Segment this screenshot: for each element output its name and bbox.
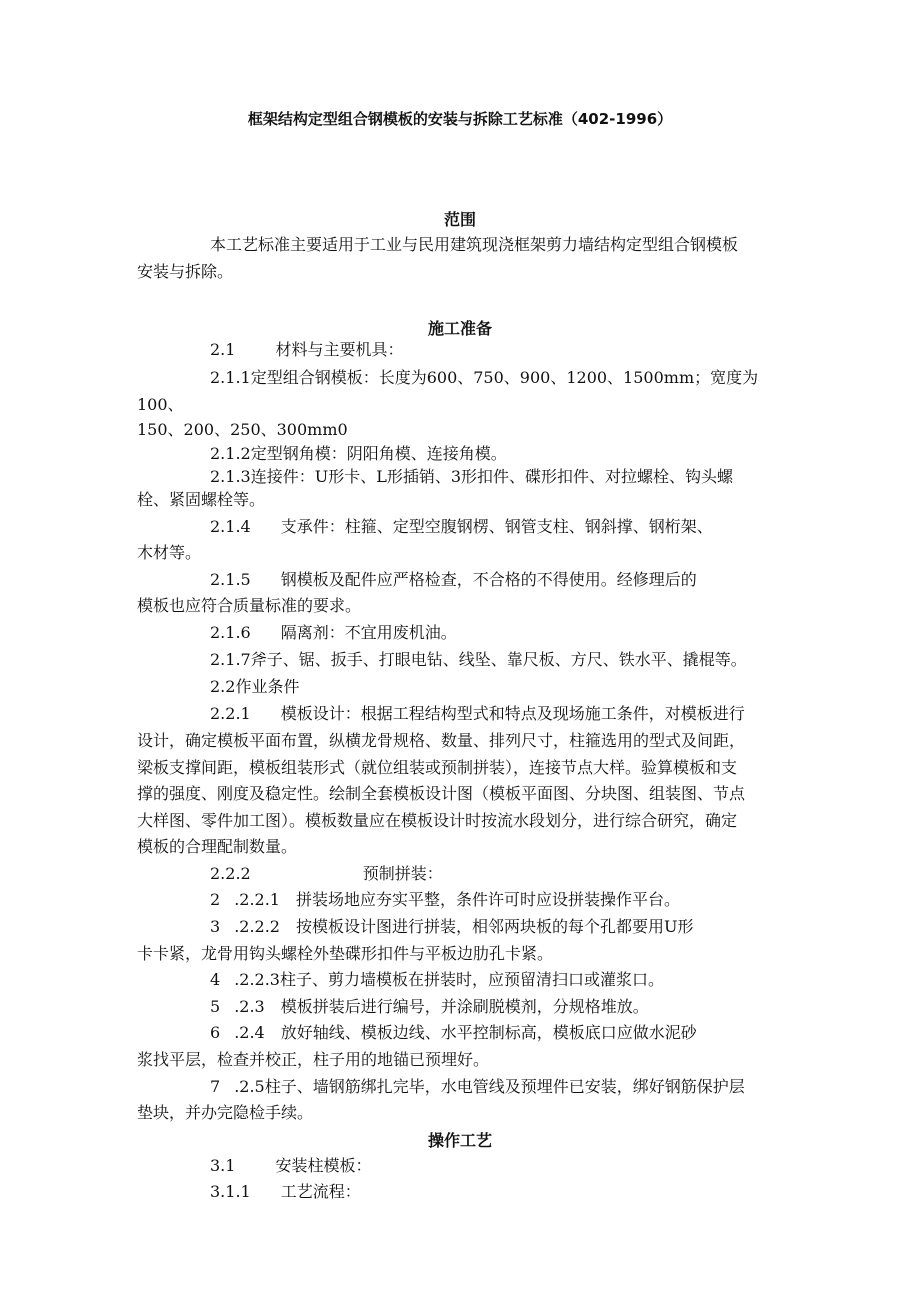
paragraph-line: 本工艺标准主要适用于工业与民用建筑现浇框架剪力墙结构定型组合钢模板 <box>210 235 739 254</box>
paragraph-line <box>210 570 697 590</box>
item-text: 安装柱模板： <box>275 1156 372 1175</box>
paragraph-line: 模板的合理配制数量。 <box>137 837 298 856</box>
paragraph-line <box>210 623 457 643</box>
item-text: 预制拼装： <box>362 864 443 883</box>
item-text: 模板设计：根据工程结构型式和特点及现场施工条件，对模板进行 <box>280 704 745 723</box>
paragraph-line <box>210 970 664 990</box>
item-text: .2.2.1 拼装场地应夯实平整，条件许可时应设拼装操作平台。 <box>234 890 680 909</box>
paragraph-line: 2.1.7斧子、锯、扳手、打眼电钻、线坠、靠尺板、方尺、铁水平、撬棍等。 <box>210 650 747 669</box>
paragraph-line: 设计，确定模板平面布置，纵横龙骨规格、数量、排列尺寸，柱箍选用的型式及间距， <box>137 731 746 750</box>
paragraph-line <box>210 517 713 537</box>
item-text: .2.2.3柱子、剪力墙模板在拼装时，应预留清扫口或灌浆口。 <box>234 970 664 989</box>
item-number: 5 <box>210 997 221 1016</box>
paragraph-line <box>210 997 649 1017</box>
paragraph-line: 浆找平层，检查并校正，柱子用的地锚已预埋好。 <box>137 1050 490 1069</box>
paragraph-line <box>210 890 680 910</box>
item-number: 3.1 <box>210 1156 236 1175</box>
item-text: .2.4 放好轴线、模板边线、水平控制标高，模板底口应做水泥砂 <box>234 1023 697 1042</box>
item-text: 支承件：柱箍、定型空腹钢楞、钢管支柱、钢斜撑、钢桁架、 <box>280 517 713 536</box>
item-text: 材料与主要机具： <box>275 340 404 359</box>
heading-operation: 操作工艺 <box>427 1131 492 1150</box>
paragraph-line <box>210 1156 371 1176</box>
paragraph-line: 卡卡紧，龙骨用钩头螺栓外垫碟形扣件与平板边肋孔卡紧。 <box>137 944 554 963</box>
paragraph-line: 2.2作业条件 <box>210 677 300 696</box>
paragraph-line: 安装与拆除。 <box>137 262 234 281</box>
paragraph-line: 150、200、250、300mm0 <box>137 420 348 439</box>
item-number: 4 <box>210 970 221 989</box>
item-text: 钢模板及配件应严格检查，不合格的不得使用。经修理后的 <box>280 570 697 589</box>
paragraph-line: 梁板支撑间距，模板组装形式（就位组装或预制拼装），连接节点大样。验算模板和支 <box>137 758 738 777</box>
item-number: 2.1.6 <box>210 623 251 642</box>
item-number: 2.1.4 <box>210 517 251 536</box>
paragraph-line <box>210 864 443 884</box>
heading-scope: 范围 <box>443 210 476 229</box>
item-text: .2.5柱子、墙钢筋绑扎完毕，水电管线及预埋件已安装，绑好钢筋保护层 <box>234 1077 745 1096</box>
heading-preparation: 施工准备 <box>427 319 492 338</box>
item-number: 2.2.1 <box>210 704 251 723</box>
item-number: 7 <box>210 1077 221 1096</box>
paragraph-line: 撑的强度、刚度及稳定性。绘制全套模板设计图（模板平面图、分块图、组装图、节点 <box>137 784 746 803</box>
paragraph-line <box>210 1182 361 1202</box>
paragraph-line <box>210 340 403 360</box>
paragraph-line: 2.1.3连接件：U形卡、L形插销、3形扣件、碟形扣件、对拉螺栓、钩头螺 <box>210 467 734 486</box>
item-number: 3.1.1 <box>210 1182 251 1201</box>
item-number: 6 <box>210 1023 221 1042</box>
paragraph-line: 2.1.2定型钢角模：阴阳角模、连接角模。 <box>210 444 507 463</box>
item-number: 2 <box>210 890 221 909</box>
item-number: 3 <box>210 917 221 936</box>
paragraph-line: 模板也应符合质量标准的要求。 <box>137 596 362 615</box>
item-number: 2.2.2 <box>210 864 251 883</box>
item-text: .2.2.2 按模板设计图进行拼装，相邻两块板的每个孔都要用U形 <box>234 917 694 936</box>
paragraph-line <box>210 1023 697 1043</box>
paragraph-line: 垫块，并办完隐检手续。 <box>137 1103 314 1122</box>
paragraph-line <box>210 704 745 724</box>
document-title: 框架结构定型组合钢模板的安装与拆除工艺标准（402-1996） <box>247 110 673 128</box>
paragraph-line <box>210 1077 745 1097</box>
item-text: .2.3 模板拼装后进行编号，并涂刷脱模剂，分规格堆放。 <box>234 997 649 1016</box>
paragraph-line: 2.1.1定型组合钢模板：长度为600、750、900、1200、1500mm；宽度为 <box>210 368 759 387</box>
paragraph-line: 木材等。 <box>137 543 202 562</box>
paragraph-line: 100、 <box>137 395 184 414</box>
paragraph-line: 大样图、零件加工图）。模板数量应在模板设计时按流水段划分，进行综合研究，确定 <box>137 811 738 830</box>
item-number: 2.1 <box>210 340 236 359</box>
paragraph-line <box>210 917 693 937</box>
paragraph-line: 栓、紧固螺栓等。 <box>137 490 266 509</box>
item-text: 隔离剂：不宜用废机油。 <box>280 623 457 642</box>
item-text: 工艺流程： <box>280 1182 361 1201</box>
item-number: 2.1.5 <box>210 570 251 589</box>
